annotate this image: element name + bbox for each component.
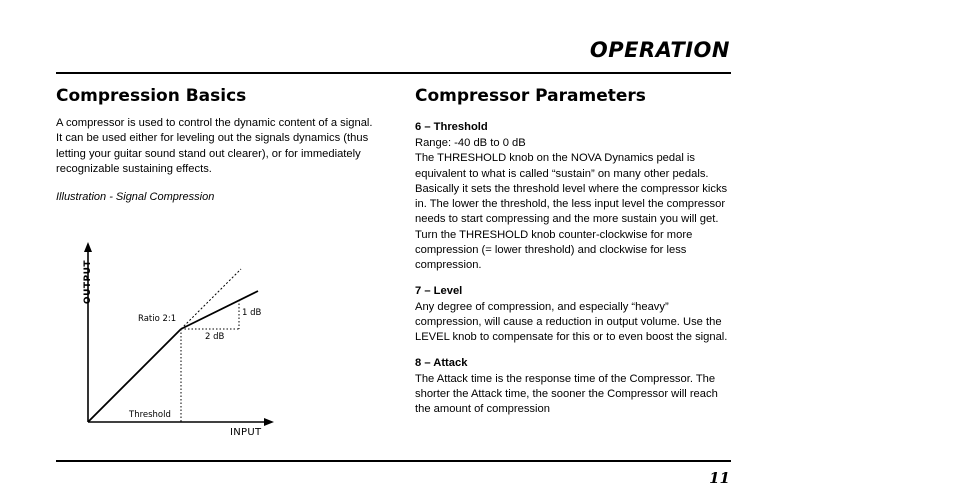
top-divider <box>56 72 731 74</box>
param-attack-title: 8 – Attack <box>415 356 468 369</box>
param-attack-text: The Attack time is the response time of the Compressor. The shorter the Attack time, the sooner the Compressor will reach the amount of compression <box>415 372 718 416</box>
param-level-text: Any degree of compression, and especially “heavy” compression, will cause a reduction in output volume. Use the LEVEL knob to compensate for this or to even boost the signal. <box>415 300 728 344</box>
y-axis-arrow-icon <box>84 242 92 252</box>
page-number: 11 <box>709 469 730 487</box>
param-attack <box>415 356 733 418</box>
compression-basics-heading: Compression Basics <box>56 86 247 106</box>
ratio-label: Ratio 2:1 <box>138 314 177 324</box>
param-threshold-range: Range: -40 dB to 0 dB <box>415 137 526 149</box>
uncompressed-slope <box>88 329 181 422</box>
param-threshold-text: The THRESHOLD knob on the NOVA Dynamics pedal is equivalent to what is called “sustain” on many other pedals. Basically it sets the threshold level where the compressor kicks in. The lower the threshold, the less input level the compressor needs to start compressing and the more sustain you will get. Turn the THRESHOLD knob counter-clockwise for more compression (= lower threshold) and clockwise for less compression. <box>415 152 728 272</box>
threshold-label: Threshold <box>129 410 171 420</box>
illustration-caption: Illustration - Signal Compression <box>56 191 215 204</box>
output-step-label: 1 dB <box>242 308 262 318</box>
param-threshold <box>415 120 733 274</box>
param-threshold-title: 6 – Threshold <box>415 121 488 133</box>
compressor-parameters-section <box>415 86 733 417</box>
input-step-label: 2 dB <box>205 332 225 342</box>
x-axis-label: INPUT <box>230 427 262 438</box>
compression-basics-section <box>56 86 376 205</box>
compression-basics-text: A compressor is used to control the dynamic content of a signal. It can be used either for leveling out the signals dynamics (thus letting your guitar sound stand out clearer), or for immediately recognizable sustaining effects. <box>56 117 373 175</box>
param-level <box>415 284 733 346</box>
compressor-parameters-heading: Compressor Parameters <box>415 86 646 106</box>
bottom-divider <box>56 460 731 462</box>
param-level-title: 7 – Level <box>415 284 463 297</box>
y-axis-label: OUTPUT <box>83 259 93 305</box>
x-axis-arrow-icon <box>264 418 274 426</box>
page-section-title: OPERATION <box>589 38 730 62</box>
unity-reference-line <box>181 269 241 329</box>
signal-compression-diagram <box>60 236 290 442</box>
